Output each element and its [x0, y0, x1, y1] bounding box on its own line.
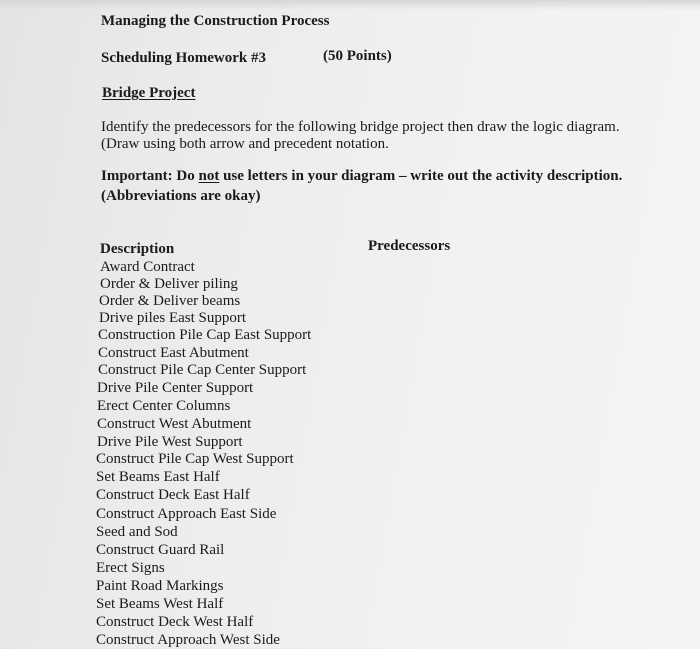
activity-item: Construct Pile Cap Center Support: [98, 362, 307, 378]
activity-item: Set Beams East Half: [96, 469, 220, 485]
column-header-description: Description: [100, 241, 175, 257]
activity-item: Construct East Abutment: [98, 345, 249, 361]
activity-item: Order & Deliver beams: [99, 293, 241, 309]
activity-item: Construction Pile Cap East Support: [98, 327, 312, 343]
activity-item: Paint Road Markings: [96, 578, 224, 594]
project-heading: Bridge Project: [102, 85, 196, 101]
activity-item: Construct Pile Cap West Support: [96, 451, 294, 467]
activity-item: Construct Guard Rail: [96, 542, 225, 558]
activity-item: Seed and Sod: [96, 524, 178, 540]
activity-item: Erect Center Columns: [97, 398, 231, 414]
important-lead: Important: Do: [101, 168, 199, 184]
points-label: (50 Points): [323, 48, 392, 64]
important-note-line-2: (Abbreviations are okay): [101, 188, 261, 204]
important-not: not: [198, 168, 220, 184]
activity-item: Construct Deck West Half: [96, 614, 254, 630]
activity-item: Construct Approach West Side: [96, 632, 280, 648]
instructions-line-2: (Draw using both arrow and precedent notation.: [101, 136, 389, 152]
activity-item: Set Beams West Half: [96, 596, 224, 612]
activity-item: Drive Pile Center Support: [97, 380, 254, 396]
important-rest: use letters in your diagram – write out the activity description.: [219, 168, 623, 184]
column-header-predecessors: Predecessors: [368, 238, 451, 254]
activity-item: Erect Signs: [96, 560, 165, 576]
activity-item: Award Contract: [100, 259, 195, 275]
instructions-line-1: Identify the predecessors for the following bridge project then draw the logic diagram.: [101, 119, 620, 135]
activity-item: Drive piles East Support: [99, 310, 247, 326]
activity-item: Construct Approach East Side: [96, 506, 277, 522]
page-shadow: [0, 0, 700, 10]
activity-item: Order & Deliver piling: [100, 276, 238, 292]
activity-item: Drive Pile West Support: [97, 434, 243, 450]
assignment-title: Scheduling Homework #3: [101, 50, 267, 66]
activity-item: Construct West Abutment: [97, 416, 252, 432]
course-title: Managing the Construction Process: [101, 13, 330, 29]
important-note: [101, 167, 622, 185]
activity-item: Construct Deck East Half: [96, 487, 250, 503]
